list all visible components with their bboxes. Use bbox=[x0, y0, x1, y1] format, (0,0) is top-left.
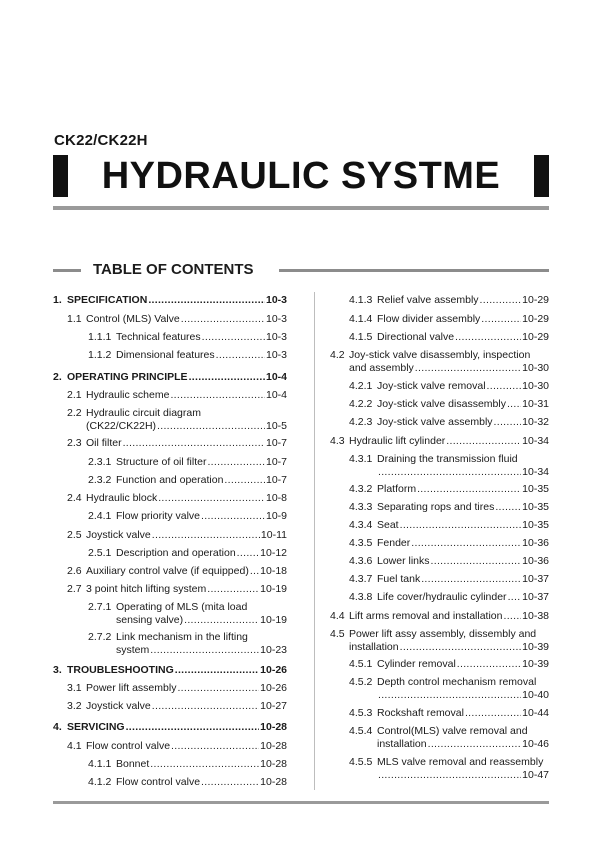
toc-entry[interactable]: 4.5.4 Control(MLS) valve removal and installation ..... 10-46 bbox=[349, 725, 549, 751]
toc-entry[interactable]: 4.3 Hydraulic lift cylinder ..... 10-34 bbox=[330, 435, 549, 448]
toc-entry[interactable]: 2.2 Hydraulic circuit diagram (CK22/CK22H) ..... 10-5 bbox=[67, 407, 287, 433]
toc-entry[interactable]: 4.3.4 Seat ..... 10-35 bbox=[349, 519, 549, 532]
toc-entry[interactable]: 4.5.2 Depth control mechanism removal ..... 10-40 bbox=[349, 676, 549, 702]
toc-entry[interactable]: 4.4 Lift arms removal and installation ..... 10-38 bbox=[330, 610, 549, 623]
toc-entry[interactable]: 4.2.3 Joy-stick valve assembly ..... 10-32 bbox=[349, 416, 549, 429]
toc-entry[interactable]: 4.5 Power lift assy assembly, dissembly and installation ..... 10-39 bbox=[330, 628, 549, 654]
toc-heading bbox=[53, 260, 549, 280]
toc-entry[interactable]: 4.1.5 Directional valve ..... 10-29 bbox=[349, 331, 549, 344]
toc-entry[interactable]: 4.5.5 MLS valve removal and reassembly ..... 10-47 bbox=[349, 756, 549, 782]
toc-heading-text: TABLE OF CONTENTS bbox=[93, 261, 254, 278]
toc-entry[interactable]: 4.2 Joy-stick valve disassembly, inspection and assembly ..... 10-30 bbox=[330, 349, 549, 375]
title-underline bbox=[53, 206, 549, 210]
toc-heading-rule-right bbox=[279, 269, 549, 272]
title-right-block bbox=[534, 155, 549, 197]
toc-entry[interactable]: 4.1.1 Bonnet ..... 10-28 bbox=[88, 758, 287, 771]
toc-entry[interactable]: 4.3.5 Fender ..... 10-36 bbox=[349, 537, 549, 550]
toc-entry[interactable]: 3. TROUBLESHOOTING ..... 10-26 bbox=[53, 664, 287, 677]
toc-entry[interactable]: 4.1 Flow control valve ..... 10-28 bbox=[67, 740, 287, 753]
toc-entry[interactable]: 4.1.2 Flow control valve ..... 10-28 bbox=[88, 776, 287, 789]
toc-entry[interactable]: 4.2.1 Joy-stick valve removal ..... 10-30 bbox=[349, 380, 549, 393]
toc-entry[interactable]: 4. SERVICING ..... 10-28 bbox=[53, 721, 287, 734]
toc-entry[interactable]: 2.3 Oil filter ..... 10-7 bbox=[67, 437, 287, 450]
toc-entry[interactable]: 4.3.1 Draining the transmission fluid ..... 10-34 bbox=[349, 453, 549, 479]
toc-entry[interactable]: 4.3.2 Platform ..... 10-35 bbox=[349, 483, 549, 496]
toc-entry[interactable]: 3.1 Power lift assembly ..... 10-26 bbox=[67, 682, 287, 695]
toc-entry[interactable]: 4.2.2 Joy-stick valve disassembly ..... 10-31 bbox=[349, 398, 549, 411]
toc-entry[interactable]: 2.6 Auxiliary control valve (if equipped) ..... 10-18 bbox=[67, 565, 287, 578]
toc-entry[interactable]: 2.7.2 Link mechanism in the lifting system ..... 10-23 bbox=[88, 631, 287, 657]
toc-entry[interactable]: 2.7 3 point hitch lifting system ..... 10-19 bbox=[67, 583, 287, 596]
toc-entry[interactable]: 2.3.2 Function and operation ..... 10-7 bbox=[88, 474, 287, 487]
page-title: HYDRAULIC SYSTME bbox=[101, 155, 501, 197]
toc-entry[interactable]: 1.1.1 Technical features ..... 10-3 bbox=[88, 331, 287, 344]
column-divider bbox=[314, 292, 315, 790]
toc-entry[interactable]: 2.5 Joystick valve ..... 10-11 bbox=[67, 529, 287, 542]
toc-entry[interactable]: 1. SPECIFICATION ..... 10-3 bbox=[53, 294, 287, 307]
toc-entry[interactable]: 2.4.1 Flow priority valve ..... 10-9 bbox=[88, 510, 287, 523]
toc-entry[interactable]: 3.2 Joystick valve ..... 10-27 bbox=[67, 700, 287, 713]
toc-entry[interactable]: 2.5.1 Description and operation ..... 10-12 bbox=[88, 547, 287, 560]
toc-entry[interactable]: 4.3.8 Life cover/hydraulic cylinder ..... 10-37 bbox=[349, 591, 549, 604]
toc-entry[interactable]: 4.3.7 Fuel tank ..... 10-37 bbox=[349, 573, 549, 586]
toc-entry[interactable]: 1.1 Control (MLS) Valve ..... 10-3 bbox=[67, 313, 287, 326]
toc-entry[interactable]: 4.5.3 Rockshaft removal ..... 10-44 bbox=[349, 707, 549, 720]
toc-entry[interactable]: 4.5.1 Cylinder removal ..... 10-39 bbox=[349, 658, 549, 671]
toc-entry[interactable]: 4.3.3 Separating rops and tires ..... 10-35 bbox=[349, 501, 549, 514]
toc-entry[interactable]: 4.1.4 Flow divider assembly ..... 10-29 bbox=[349, 313, 549, 326]
title-bar bbox=[53, 155, 549, 197]
toc-entry[interactable]: 2.1 Hydraulic scheme ..... 10-4 bbox=[67, 389, 287, 402]
toc-entry[interactable]: 4.1.3 Relief valve assembly ..... 10-29 bbox=[349, 294, 549, 307]
toc-entry[interactable]: 1.1.2 Dimensional features ..... 10-3 bbox=[88, 349, 287, 362]
toc-entry[interactable]: 2.4 Hydraulic block ..... 10-8 bbox=[67, 492, 287, 505]
toc-heading-rule-left bbox=[53, 269, 81, 272]
toc-entry[interactable]: 2. OPERATING PRINCIPLE ..... 10-4 bbox=[53, 371, 287, 384]
toc-entry[interactable]: 2.3.1 Structure of oil filter ..... 10-7 bbox=[88, 456, 287, 469]
model-code: CK22/CK22H bbox=[54, 132, 148, 149]
footer-rule bbox=[53, 801, 549, 804]
toc-entry[interactable]: 4.3.6 Lower links ..... 10-36 bbox=[349, 555, 549, 568]
toc-entry[interactable]: 2.7.1 Operating of MLS (mita load sensing valve) ..... 10-19 bbox=[88, 601, 287, 627]
